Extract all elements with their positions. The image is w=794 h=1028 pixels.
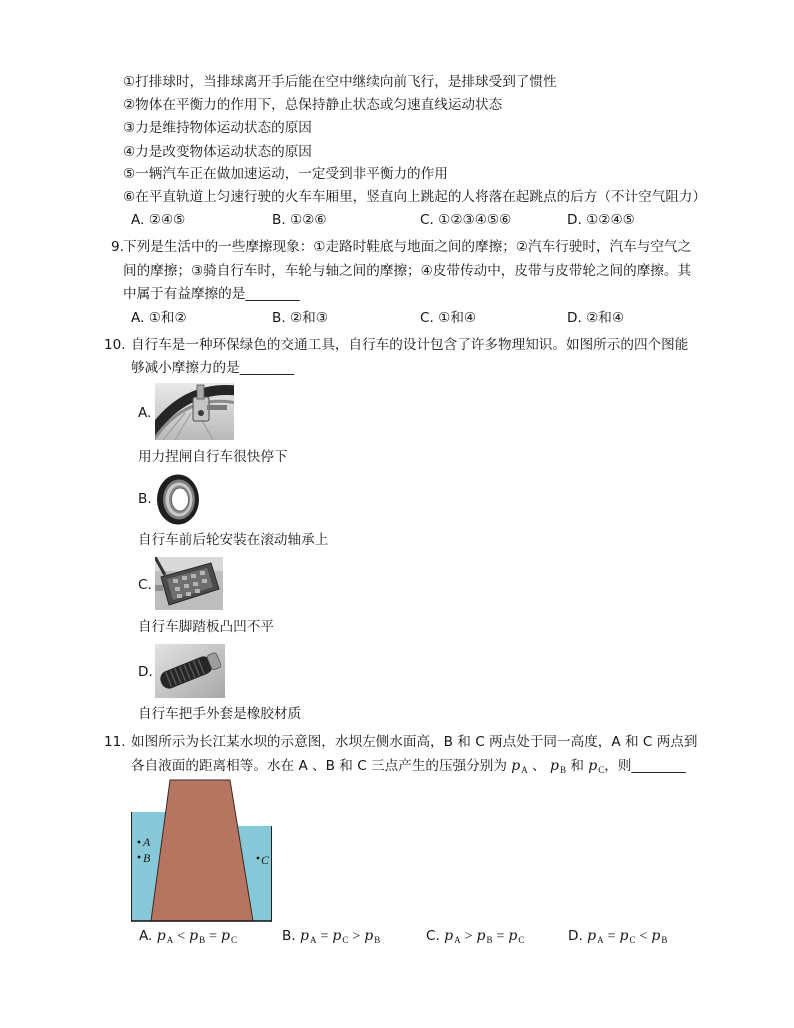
symbol-letter: p — [189, 928, 199, 944]
symbol-subscript: B — [661, 935, 668, 945]
symbol-subscript: A — [166, 935, 174, 945]
q10-choice-a-label[interactable]: A. — [138, 405, 152, 421]
pressure-symbol — [651, 928, 667, 944]
text-run: ，则________ — [604, 758, 686, 774]
point-a-label: A — [143, 835, 151, 849]
q8-option-d[interactable]: D. ①②④⑤ — [567, 212, 635, 228]
pressure-symbol — [550, 758, 566, 774]
q8-statement-1: ①打排球时，当排球离开手后能在空中继续向前飞行，是排球受到了惯性 — [123, 74, 557, 90]
symbol-subscript: A — [309, 935, 317, 945]
symbol-subscript: A — [454, 935, 461, 945]
option-expression — [300, 928, 380, 944]
point-a-dot — [138, 841, 141, 844]
pedal-photo — [155, 557, 223, 610]
q10-choice-d-caption: 自行车把手外套是橡胶材质 — [138, 706, 302, 722]
q10-choice-c-label[interactable]: C. — [138, 577, 152, 593]
symbol-letter: p — [220, 928, 230, 944]
q9-line-3: 中属于有益摩擦的是________ — [123, 286, 300, 302]
q11-number: 11. — [104, 734, 126, 750]
q9-option-a[interactable]: A. ①和② — [131, 310, 187, 326]
q8-statement-6: ⑥在平直轨道上匀速行驶的火车车厢里，竖直向上跳起的人将落在起跳点的后方（不计空气阻力） — [123, 189, 707, 205]
symbol-letter: p — [364, 928, 374, 944]
pressure-symbol — [511, 758, 527, 774]
pressure-symbol — [620, 928, 636, 944]
q11-option-a[interactable] — [139, 927, 237, 945]
q9-line-1: 下列是生活中的一些摩擦现象：①走路时鞋底与地面之间的摩擦；②汽车行驶时，汽车与空气之 — [123, 239, 692, 255]
pressure-symbol — [364, 928, 380, 944]
symbol-subscript: B — [559, 765, 566, 775]
pressure-symbol — [477, 928, 493, 944]
q11-line-2 — [131, 757, 686, 775]
pressure-symbol — [221, 928, 237, 944]
text-run: 和 — [566, 758, 589, 774]
symbol-letter: p — [587, 928, 597, 944]
pressure-symbol — [189, 928, 205, 944]
symbol-subscript: B — [486, 935, 493, 945]
relation-operator: > — [464, 929, 473, 944]
symbol-letter: p — [651, 928, 661, 944]
q8-statement-5: ⑤一辆汽车正在做加速运动，一定受到非平衡力的作用 — [123, 166, 448, 182]
option-expression — [587, 928, 667, 944]
q8-option-c[interactable]: C. ①②③④⑤⑥ — [420, 212, 512, 228]
q10-choice-c-caption: 自行车脚踏板凸凹不平 — [138, 619, 274, 635]
symbol-subscript: C — [342, 935, 349, 945]
point-c-dot — [257, 857, 260, 860]
q10-line-2: 够减小摩擦力的是________ — [131, 360, 295, 376]
q8-option-a[interactable]: A. ②④⑤ — [131, 212, 186, 228]
text-run: 各自液面的距离相等。水在 A 、B 和 C 三点产生的压强分别为 — [131, 758, 512, 774]
q9-option-d[interactable]: D. ②和④ — [567, 310, 625, 326]
symbol-subscript: A — [597, 935, 604, 945]
symbol-letter: p — [444, 928, 454, 944]
text-run: 、 — [527, 758, 551, 774]
dam-body — [151, 780, 253, 921]
symbol-letter: p — [299, 928, 309, 944]
q8-statement-3: ③力是维持物体运动状态的原因 — [123, 120, 312, 136]
option-label: A. — [139, 928, 153, 944]
q9-option-c[interactable]: C. ①和④ — [420, 310, 477, 326]
q11-line-1: 如图所示为长江某水坝的示意图，水坝左侧水面高，B 和 C 两点处于同一高度，A 和 C 两点到 — [131, 734, 698, 750]
option-label: D. — [568, 928, 583, 944]
symbol-subscript: C — [629, 935, 636, 945]
point-b-dot — [138, 856, 141, 859]
ball-bearing-photo — [155, 473, 201, 526]
pressure-symbol — [332, 928, 348, 944]
rubber-grip-photo — [155, 644, 225, 698]
option-label: B. — [282, 928, 296, 944]
pressure-symbol — [588, 758, 604, 774]
symbol-letter: p — [511, 758, 521, 774]
pressure-symbol — [300, 928, 316, 944]
q10-choice-d-label[interactable]: D. — [138, 664, 153, 680]
symbol-subscript: B — [199, 935, 206, 945]
relation-operator: < — [177, 929, 186, 944]
q11-option-d[interactable] — [568, 927, 667, 945]
symbol-subscript: C — [598, 765, 605, 775]
option-expression — [444, 928, 524, 944]
symbol-letter: p — [550, 758, 559, 774]
symbol-subscript: A — [521, 765, 528, 775]
option-expression — [157, 928, 237, 944]
symbol-letter: p — [156, 928, 166, 944]
q10-choice-b-caption: 自行车前后轮安装在滚动轴承上 — [138, 532, 329, 548]
pressure-symbol — [587, 928, 603, 944]
q10-choice-b-label[interactable]: B. — [138, 491, 152, 507]
bicycle-brake-photo — [155, 383, 234, 440]
q9-line-2: 间的摩擦；③骑自行车时，车轮与轴之间的摩擦；④皮带传动中，皮带与皮带轮之间的摩擦。其 — [123, 263, 692, 279]
symbol-letter: p — [619, 928, 629, 944]
q11-option-c[interactable] — [426, 927, 524, 945]
point-b-label: B — [143, 851, 151, 865]
symbol-letter: p — [508, 928, 518, 944]
q9-option-b[interactable]: B. ②和③ — [272, 310, 328, 326]
pressure-symbol — [444, 928, 460, 944]
relation-operator: = — [209, 929, 217, 944]
q11-option-b[interactable] — [282, 927, 380, 945]
q10-line-1: 自行车是一种环保绿色的交通工具，自行车的设计包含了许多物理知识。如图所示的四个图能 — [131, 337, 689, 353]
q8-option-b[interactable]: B. ①②⑥ — [272, 212, 327, 228]
point-c-label: C — [261, 853, 270, 867]
symbol-subscript: C — [230, 935, 237, 945]
dam-diagram — [131, 779, 274, 923]
symbol-subscript: B — [374, 935, 381, 945]
symbol-letter: p — [476, 928, 486, 944]
symbol-subscript: C — [518, 935, 525, 945]
pressure-symbol — [508, 928, 524, 944]
q9-number: 9. — [111, 239, 124, 255]
relation-operator: = — [320, 929, 329, 944]
pressure-symbol — [157, 928, 173, 944]
option-label: C. — [426, 928, 440, 944]
relation-operator: = — [607, 929, 616, 944]
q8-statement-4: ④力是改变物体运动状态的原因 — [123, 144, 312, 160]
symbol-letter: p — [332, 928, 342, 944]
q10-number: 10. — [104, 337, 126, 353]
q8-statement-2: ②物体在平衡力的作用下，总保持静止状态或匀速直线运动状态 — [123, 97, 503, 113]
relation-operator: = — [496, 929, 505, 944]
q10-choice-a-caption: 用力捏闸自行车很快停下 — [138, 449, 288, 465]
relation-operator: > — [352, 929, 361, 944]
symbol-letter: p — [588, 758, 598, 774]
relation-operator: < — [639, 929, 648, 944]
